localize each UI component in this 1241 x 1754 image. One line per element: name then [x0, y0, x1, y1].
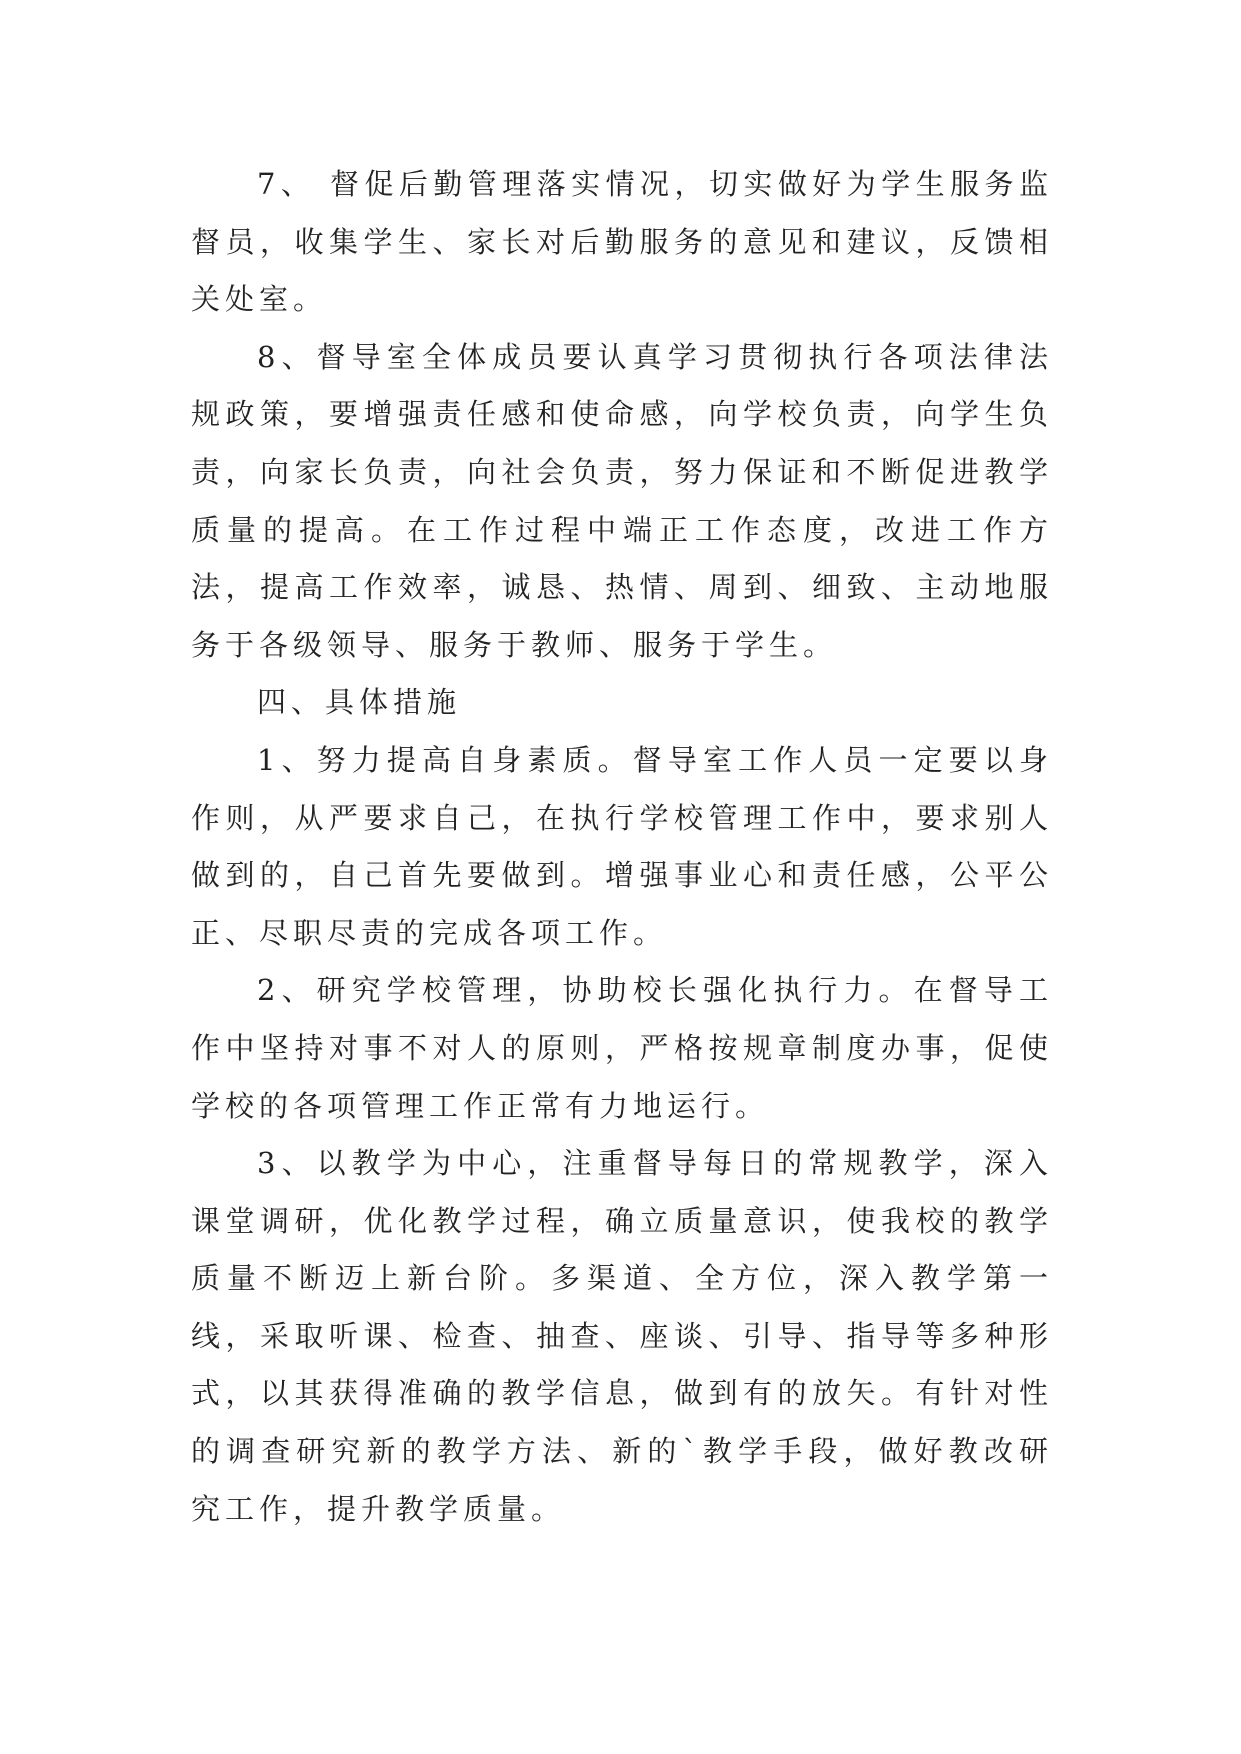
document-body	[191, 156, 1053, 1538]
paragraph-item-7: 7、 督促后勤管理落实情况，切实做好为学生服务监督员，收集学生、家长对后勤服务的意见和建议，反馈相关处室。	[191, 167, 1053, 317]
paragraph-measure-2: 2、研究学校管理，协助校长强化执行力。在督导工作中坚持对事不对人的原则，严格按规章制度办事，促使学校的各项管理工作正常有力地运行。	[191, 973, 1053, 1123]
paragraph-measure-3: 3、以教学为中心，注重督导每日的常规教学，深入课堂调研，优化教学过程，确立质量意识，使我校的教学质量不断迈上新台阶。多渠道、全方位，深入教学第一线，采取听课、检查、抽查、座谈、引导、指导等多种形式，以其获得准确的教学信息，做到有的放矢。有针对性的调查研究新的教学方法、新的`教学手段，做好教改研究工作，提升教学质量。	[191, 1146, 1053, 1526]
paragraph-measure-1: 1、努力提高自身素质。督导室工作人员一定要以身作则，从严要求自己，在执行学校管理工作中，要求别人做到的，自己首先要做到。增强事业心和责任感，公平公正、尽职尽责的完成各项工作。	[191, 742, 1053, 950]
section-heading-measures: 四、具体措施	[257, 685, 462, 720]
paragraph-item-8: 8、督导室全体成员要认真学习贯彻执行各项法律法规政策，要增强责任感和使命感，向学校负责，向学生负责，向家长负责，向社会负责，努力保证和不断促进教学质量的提高。在工作过程中端正工作态度，改进工作方法，提高工作效率，诚恳、热情、周到、细致、主动地服务于各级领导、服务于教师、服务于学生。	[191, 339, 1053, 662]
